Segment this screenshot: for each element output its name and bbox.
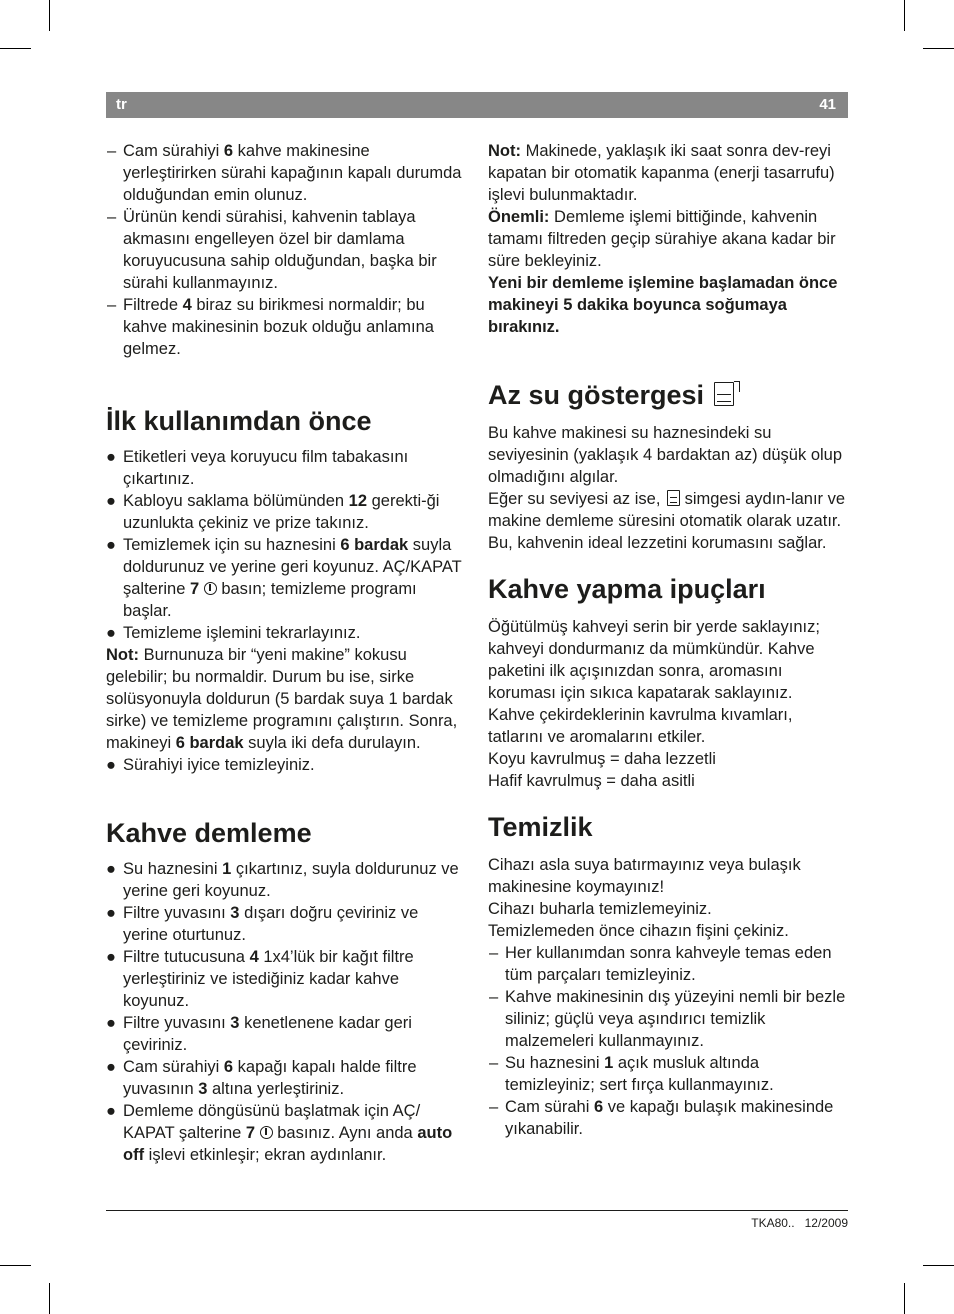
print-date: 12/2009 — [804, 1216, 848, 1230]
crop-mark — [0, 1265, 31, 1266]
page-footer — [751, 1216, 848, 1230]
list-item: ● Kabloyu saklama bölümünden 12 gerekti-ği uzunlukta çekiniz ve prize takınız. — [106, 492, 440, 532]
power-icon — [260, 1126, 273, 1139]
paragraph: Kahve çekirdeklerinin kavrulma kıvamları, tatlarını ve aromalarını etkiler. — [488, 706, 793, 746]
model-number: TKA80.. — [751, 1216, 795, 1230]
list-item: – Kahve makinesinin dış yüzeyini nemli bir bezle siliniz; güçlü veya aşındırıcı temizlik malzemeleri kullanmayınız. — [489, 988, 846, 1050]
list-item: ● Demleme döngüsünü başlatmak için AÇ/ KAPAT şalterine 7 basınız. Aynı anda auto off işlevi etkinleşir; ekran aydınlanır. — [106, 1102, 453, 1164]
list-item: – Cam sürahi 6 ve kapağı bulaşık makinesinde yıkanabilir. — [489, 1098, 834, 1138]
crop-mark — [923, 1265, 954, 1266]
section-title-cleaning: Temizlik — [488, 812, 593, 842]
list-item: ● Temizleme işlemini tekrarlayınız. — [106, 624, 361, 642]
paragraph: Hafif kavrulmuş = daha asitli — [488, 772, 695, 790]
list-item: ● Su haznesini 1 çıkartınız, suyla doldurunuz ve yerine geri koyunuz. — [106, 860, 459, 900]
list-item: – Su haznesini 1 açık musluk altında temizleyiniz; sert fırça kullanmayınız. — [489, 1054, 774, 1094]
note-paragraph: Not: Burnunuza bir “yeni makine” kokusu gelebilir; bu normaldir. Durum bu ise, sirke solüsyonuyla doldurun (5 bardak suya 1 bardak sirke) ve temizleme programını çalıştırın. Sonra, makineyi 6 bardak suyla iki defa durulayın. — [106, 646, 458, 752]
paragraph: Öğütülmüş kahveyi serin bir yerde saklayınız; kahveyi dondurmanız da mümkündür. Kahve paketini ilk açışınızdan sonra, aromasını koruması için sıkıca kapatarak saklayınız. — [488, 618, 820, 702]
list-item: ● Temizlemek için su haznesini 6 bardak suyla doldurunuz ve yerine geri koyunuz. AÇ/KAPAT şalterine 7 basın; temizleme programı başlar. — [106, 536, 462, 620]
crop-mark — [49, 1283, 50, 1314]
water-level-icon — [714, 382, 734, 406]
section-title-brewing: Kahve demleme — [106, 818, 312, 848]
crop-mark — [904, 1283, 905, 1314]
page-header — [106, 92, 848, 118]
paragraph: Cihazı buharla temizlemeyiniz. — [488, 900, 712, 918]
section-title-low-water: Az su göstergesi — [488, 378, 848, 412]
section-title-tips: Kahve yapma ipuçları — [488, 574, 766, 604]
list-item: – Ürünün kendi sürahisi, kahvenin tablaya akmasını engelleyen özel bir damlama koruyucusuna sahip olduğundan, başka bir sürahi kullanmayınız. — [107, 208, 437, 292]
list-item: ● Filtre tutucusuna 4 1x4’lük bir kağıt filtre yerleştiriniz ve istediğiniz kadar kahve koyunuz. — [106, 948, 414, 1010]
crop-mark — [0, 48, 31, 49]
section-title-first-use: İlk kullanımdan önce — [106, 406, 372, 436]
right-column — [488, 140, 848, 1140]
list-item: ● Filtre yuvasını 3 dışarı doğru çeviriniz ve yerine oturtunuz. — [106, 904, 419, 944]
list-item: – Filtrede 4 biraz su birikmesi normaldir; bu kahve makinesinin bozuk olduğu anlamına gelmez. — [107, 296, 434, 358]
list-item: – Cam sürahiyi 6 kahve makinesine yerleştirirken sürahi kapağının kapalı durumda olduğundan emin olunuz. — [107, 142, 462, 204]
list-item: ● Filtre yuvasını 3 kenetlenene kadar geri çeviriniz. — [106, 1014, 412, 1054]
page-number: 41 — [819, 96, 836, 113]
paragraph: Eğer su seviyesi az ise, simgesi aydın-lanır ve makine demleme süresini otomatik olarak uzatır. Bu, kahvenin ideal lezzetini korumasını sağlar. — [488, 490, 846, 552]
important-paragraph: Önemli: Demleme işlemi bittiğinde, kahvenin tamamı filtreden geçip sürahiye akana kadar bir süre bekleyiniz. — [488, 208, 836, 270]
paragraph: Cihazı asla suya batırmayınız veya bulaşık makinesine koymayınız! — [488, 856, 801, 896]
list-item: – Her kullanımdan sonra kahveyle temas eden tüm parçaları temizleyiniz. — [489, 944, 832, 984]
footer-divider — [106, 1210, 848, 1211]
list-item: ● Cam sürahiyi 6 kapağı kapalı halde filtre yuvasının 3 altına yerleştiriniz. — [106, 1058, 417, 1098]
water-level-icon — [667, 490, 680, 506]
warning-paragraph: Yeni bir demleme işlemine başlamadan önce makineyi 5 dakika boyunca soğumaya bırakınız. — [488, 274, 838, 336]
crop-mark — [904, 0, 905, 31]
power-icon — [204, 582, 217, 595]
list-item: ● Etiketleri veya koruyucu film tabakasını çıkartınız. — [106, 448, 409, 488]
paragraph: Temizlemeden önce cihazın fişini çekiniz. — [488, 922, 789, 940]
language-code: tr — [116, 96, 127, 113]
note-paragraph: Not: Makinede, yaklaşık iki saat sonra dev-reyi kapatan bir otomatik kapanma (enerji tasarrufu) işlevi bulunmaktadır. — [488, 142, 835, 204]
left-column — [106, 140, 466, 1166]
crop-mark — [923, 48, 954, 49]
crop-mark — [49, 0, 50, 31]
paragraph: Koyu kavrulmuş = daha lezzetli — [488, 750, 716, 768]
paragraph: Bu kahve makinesi su haznesindeki su seviyesinin (yaklaşık 4 bardaktan az) düşük olup olmadığını algılar. — [488, 424, 843, 486]
list-item: ● Sürahiyi iyice temizleyiniz. — [106, 756, 315, 774]
